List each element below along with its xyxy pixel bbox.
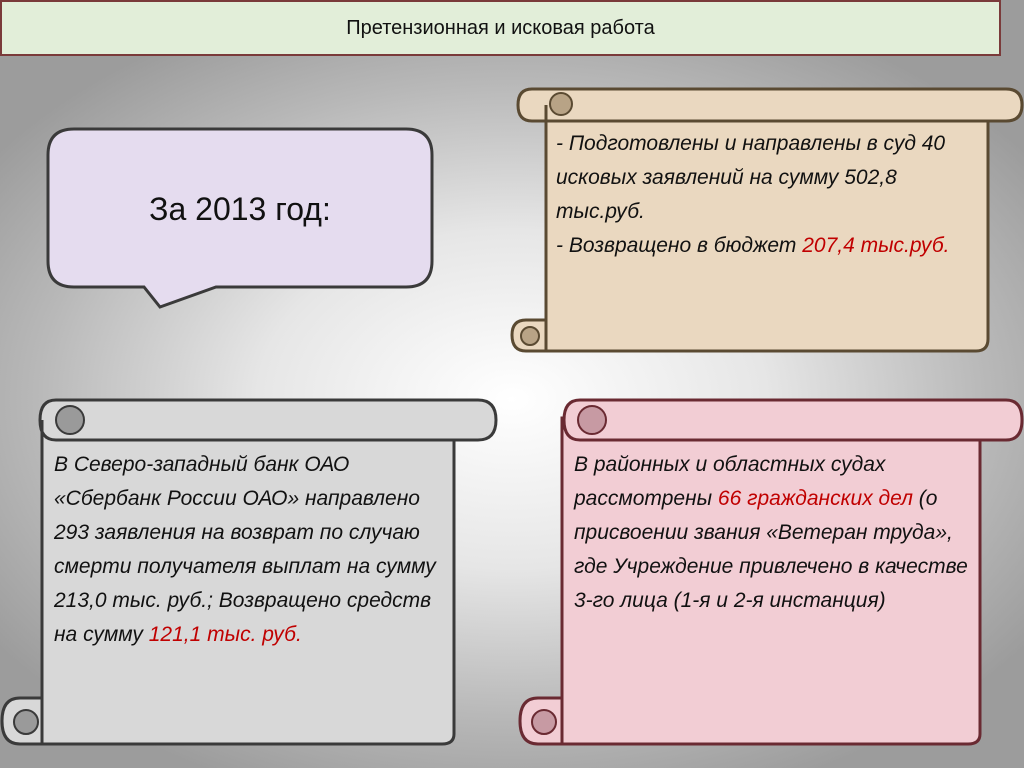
scroll-sberbank (0, 398, 500, 748)
lawsuits-line: - Подготовлены и направлены в суд 40 исковых заявлений на сумму 502,8 тыс.руб. (556, 132, 946, 223)
page-title: Претензионная и исковая работа (346, 16, 655, 39)
scroll-sberbank-text (54, 448, 450, 652)
year-callout (46, 127, 436, 312)
budget-amount: 207,4 тыс.руб. (802, 234, 950, 257)
scroll-courts (516, 398, 1024, 748)
scroll-courts-text (574, 448, 978, 618)
budget-line (556, 229, 976, 263)
sberbank-text: В Северо-западный банк ОАО «Сбербанк России ОАО» направлено 293 заявления на возврат по случаю смерти получателя выплат на сумму 213,0 тыс. руб.; Возвращено средств на сумму (54, 453, 436, 646)
budget-prefix: - Возвращено в бюджет (556, 234, 803, 257)
scroll-lawsuits-text (556, 127, 976, 263)
callout-text: За 2013 год: (149, 191, 331, 227)
courts-suffix: (о присвоении звания «Ветеран труда», где Учреждение привлечено в качестве 3-го лица (1-я и 2-я инстанция) (574, 487, 968, 612)
courts-prefix: В районных и областных судах рассмотрены (574, 453, 886, 510)
scroll-lawsuits (510, 87, 1024, 355)
sberbank-amount: 121,1 тыс. руб. (148, 623, 302, 646)
title-bar (0, 0, 1001, 56)
courts-cases: 66 гражданских дел (717, 487, 913, 510)
